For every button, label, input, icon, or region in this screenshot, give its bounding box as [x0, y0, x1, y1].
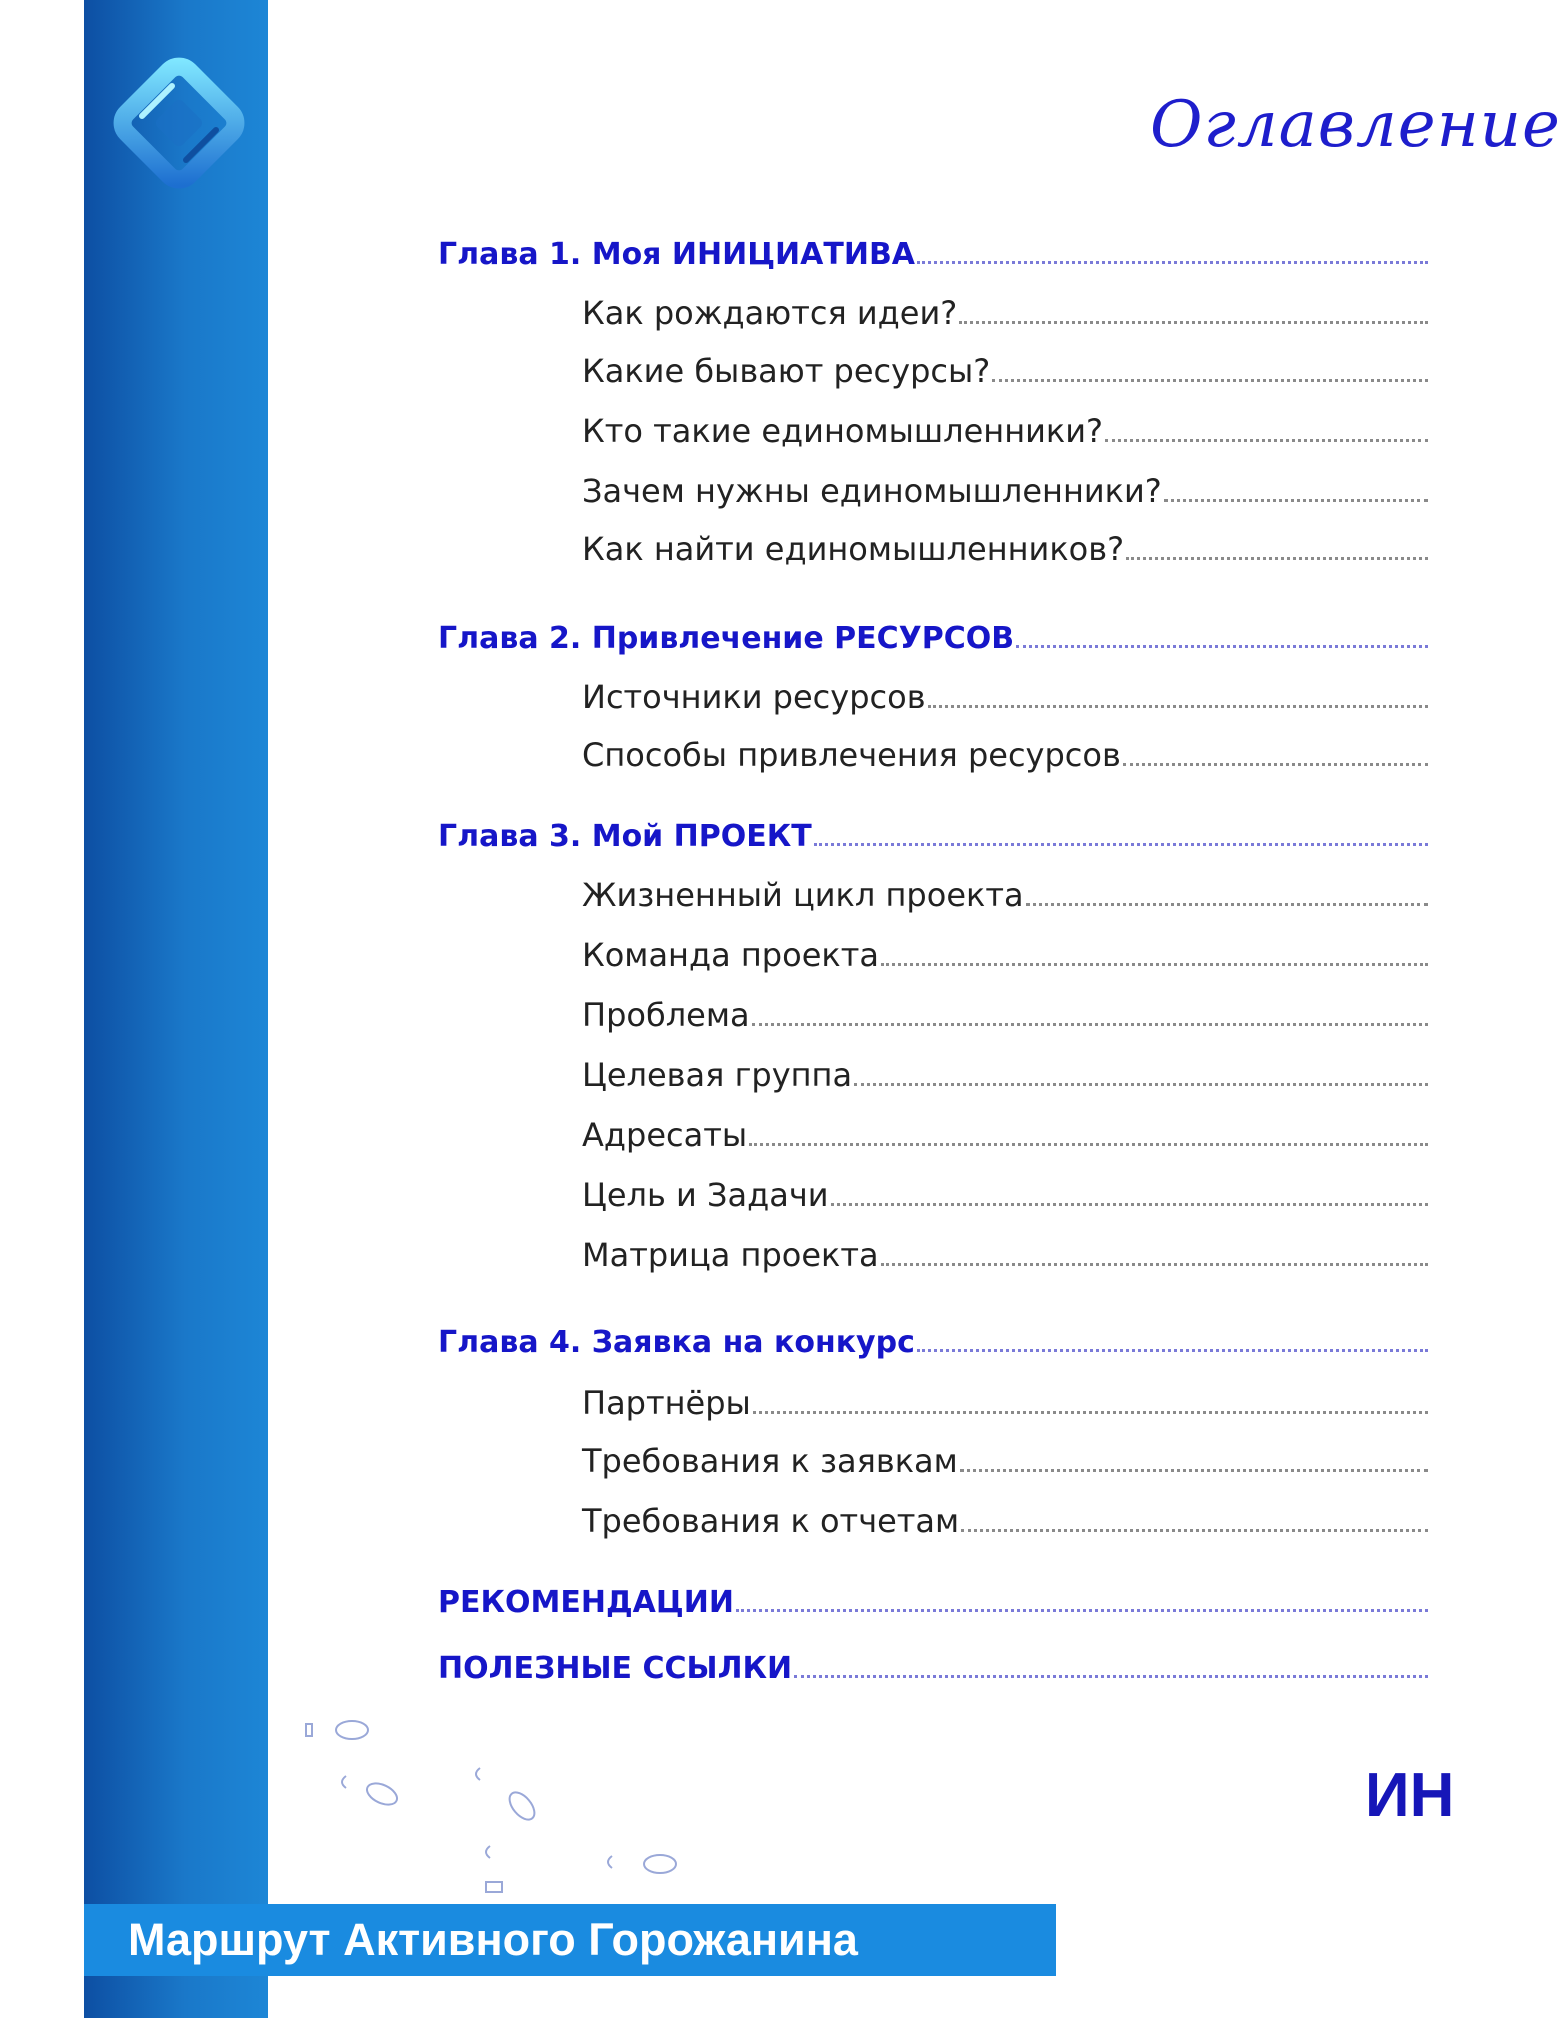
- toc-label: Требования к заявкам: [582, 1442, 958, 1480]
- toc-label: Партнёры: [582, 1384, 751, 1422]
- toc-leader-dots: [749, 1143, 1428, 1146]
- toc-entry[interactable]: [582, 288, 1428, 332]
- toc-leader-dots: [753, 1411, 1428, 1414]
- toc-label: Глава 4. Заявка на конкурс: [438, 1325, 915, 1360]
- toc-chapter[interactable]: [438, 228, 1428, 272]
- footer-banner: Маршрут Активного Горожанина: [84, 1904, 1056, 1976]
- toc-label: Проблема: [582, 996, 750, 1034]
- toc-leader-dots: [917, 261, 1428, 264]
- toc-label: Целевая группа: [582, 1056, 853, 1094]
- toc-label: Источники ресурсов: [582, 678, 926, 716]
- toc-leader-dots: [794, 1675, 1428, 1678]
- toc-leader-dots: [961, 1529, 1428, 1532]
- toc-label: Глава 3. Мой ПРОЕКТ: [438, 819, 812, 854]
- toc-label: Адресаты: [582, 1116, 748, 1154]
- toc-label: ПОЛЕЗНЫЕ ССЫЛКИ: [438, 1651, 793, 1686]
- corner-fragment: ИН: [1365, 1761, 1455, 1830]
- toc-label: Матрица проекта: [582, 1236, 879, 1274]
- toc-entry[interactable]: [582, 730, 1428, 774]
- toc-chapter[interactable]: [438, 1576, 1428, 1620]
- toc-entry[interactable]: [582, 466, 1428, 510]
- toc-entry[interactable]: [582, 1230, 1428, 1274]
- toc-leader-dots: [1016, 645, 1428, 648]
- toc-leader-dots: [1123, 763, 1428, 766]
- page-title: Оглавление: [1150, 88, 1561, 162]
- toc-label: Как рождаются идеи?: [582, 294, 958, 332]
- toc-leader-dots: [854, 1083, 1428, 1086]
- toc-entry[interactable]: [582, 346, 1428, 390]
- toc-label: Цель и Задачи: [582, 1176, 829, 1214]
- toc-label: Способы привлечения ресурсов: [582, 736, 1121, 774]
- toc-entry[interactable]: [582, 930, 1428, 974]
- toc-entry[interactable]: [582, 524, 1428, 568]
- toc-leader-dots: [959, 321, 1428, 324]
- toc-entry[interactable]: [582, 1496, 1428, 1540]
- footprints-icon: [290, 1716, 710, 1906]
- toc-leader-dots: [1164, 499, 1428, 502]
- toc-entry[interactable]: [582, 870, 1428, 914]
- toc-entry[interactable]: [582, 1170, 1428, 1214]
- toc-leader-dots: [752, 1023, 1428, 1026]
- toc-entry[interactable]: [582, 672, 1428, 716]
- toc-label: Требования к отчетам: [582, 1502, 960, 1540]
- toc-leader-dots: [917, 1349, 1428, 1352]
- toc-label: Глава 1. Моя ИНИЦИАТИВА: [438, 237, 916, 272]
- toc-label: Команда проекта: [582, 936, 879, 974]
- toc-entry[interactable]: [582, 1050, 1428, 1094]
- toc-label: РЕКОМЕНДАЦИИ: [438, 1585, 734, 1620]
- toc-leader-dots: [992, 379, 1428, 382]
- toc-label: Жизненный цикл проекта: [582, 876, 1024, 914]
- toc-entry[interactable]: [582, 1436, 1428, 1480]
- toc-label: Как найти единомышленников?: [582, 530, 1125, 568]
- toc-leader-dots: [831, 1203, 1428, 1206]
- toc-entry[interactable]: [582, 1378, 1428, 1422]
- toc-label: Кто такие единомышленники?: [582, 412, 1104, 450]
- toc-leader-dots: [736, 1609, 1428, 1612]
- toc-entry[interactable]: [582, 990, 1428, 1034]
- toc-chapter[interactable]: [438, 1316, 1428, 1360]
- toc-leader-dots: [814, 843, 1428, 846]
- toc-leader-dots: [960, 1469, 1428, 1472]
- toc-leader-dots: [881, 1263, 1428, 1266]
- toc-leader-dots: [881, 963, 1428, 966]
- toc-leader-dots: [1126, 557, 1428, 560]
- toc-leader-dots: [1026, 903, 1428, 906]
- toc-chapter[interactable]: [438, 612, 1428, 656]
- toc-label: Какие бывают ресурсы?: [582, 352, 991, 390]
- toc-entry[interactable]: [582, 1110, 1428, 1154]
- toc-chapter[interactable]: [438, 810, 1428, 854]
- toc-label: Глава 2. Привлечение РЕСУРСОВ: [438, 621, 1015, 656]
- toc-leader-dots: [928, 705, 1428, 708]
- toc-chapter[interactable]: [438, 1642, 1428, 1686]
- toc-entry[interactable]: [582, 406, 1428, 450]
- toc-label: Зачем нужны единомышленники?: [582, 472, 1162, 510]
- toc-leader-dots: [1105, 439, 1428, 442]
